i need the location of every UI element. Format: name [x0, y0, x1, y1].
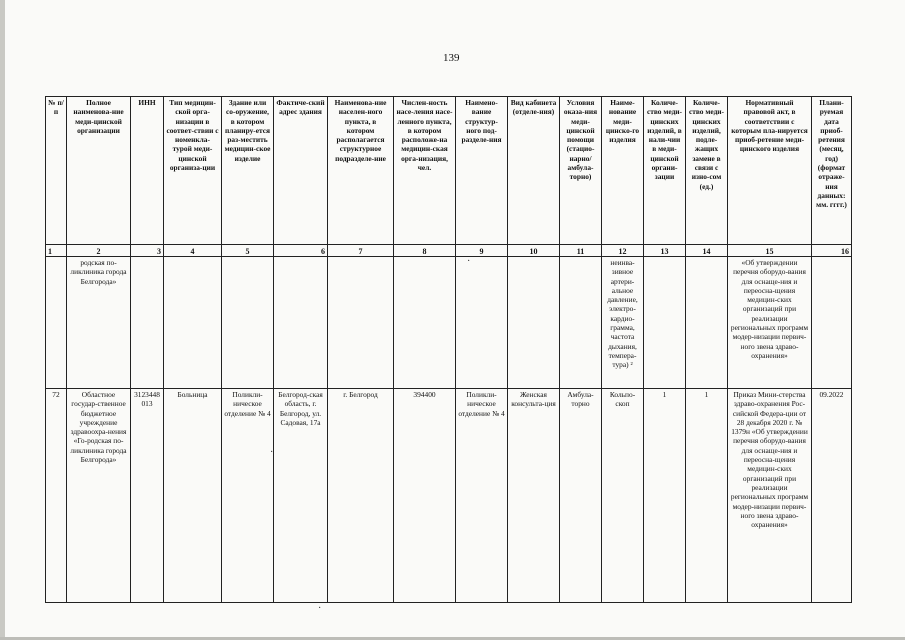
header-cell: № п/п — [46, 97, 67, 245]
column-number: 5 — [222, 245, 274, 257]
header-cell: ИНН — [131, 97, 164, 245]
address-cell: Белгород-ская область, г. Белгород, ул. Садовая, 17а — [274, 389, 328, 603]
header-cell: Вид кабинета (отделе-ния) — [508, 97, 560, 245]
legal-act-cell: «Об утверждении перечня оборудо-вания для оснаще-ния и переосна-щения медицин-ских организаций при реализации региональных программ модер-низации первич-ного звена здраво-охранения» — [728, 257, 812, 389]
scan-speck: · — [467, 256, 471, 267]
date-cell: 09.2022 — [812, 389, 852, 603]
column-number: 12 — [602, 245, 644, 257]
row-number-cell: 72 — [46, 389, 67, 603]
header-cell: Наименова-ние населен-ного пункта, в котором располагается структурное подразделе-ние — [328, 97, 394, 245]
table-cell — [274, 257, 328, 389]
header-cell: Количе-ство меди-цинских изделий, в нали-чии в меди-цинской органи-зации — [644, 97, 686, 245]
header-cell: Наиме-нование меди-цинско-го изделия — [602, 97, 644, 245]
header-cell: Числен-ность насе-ления насе-ленного пункта, в котором расположе-на медицин-ская орга-низация, чел. — [394, 97, 456, 245]
table-cell — [164, 257, 222, 389]
header-cell: Здание или со-оружение, в котором планиру-ется раз-местить медицин-ское изделие — [222, 97, 274, 245]
table-cell — [394, 257, 456, 389]
table-row — [46, 389, 852, 603]
header-cell: Полное наименова-ние меди-цинской организации — [67, 97, 131, 245]
conditions-cell: Амбула-торно — [560, 389, 602, 603]
column-number: 16 — [812, 245, 852, 257]
table-cell — [644, 257, 686, 389]
header-cell: Фактиче-ский адрес здания — [274, 97, 328, 245]
building-cell: Поликли-ническое отделение № 4 — [222, 389, 274, 603]
org-name-cell: родская по-ликлиника города Белгорода» — [67, 257, 131, 389]
device-name-cell: Кольпо-скоп — [602, 389, 644, 603]
column-number: 11 — [560, 245, 602, 257]
table-cell — [46, 257, 67, 389]
column-number: 8 — [394, 245, 456, 257]
column-number: 9 — [456, 245, 508, 257]
column-number: 4 — [164, 245, 222, 257]
column-number: 15 — [728, 245, 812, 257]
table-cell — [222, 257, 274, 389]
table-cell — [686, 257, 728, 389]
page-number: 139 — [443, 52, 460, 64]
column-number: 13 — [644, 245, 686, 257]
population-cell: 394400 — [394, 389, 456, 603]
column-number: 2 — [67, 245, 131, 257]
table-cell — [560, 257, 602, 389]
inn-cell: 3123448013 — [131, 389, 164, 603]
header-cell: Количе-ство меди-цинских изделий, подле-жащих замене в связи с изно-сом (ед.) — [686, 97, 728, 245]
org-name-cell: Областное государ-ственное бюджетное учреждение здравоохра-нения «Го-родская по-ликлиника города Белгорода» — [67, 389, 131, 603]
header-cell: Тип медицин-ской орга-низации в соответ-ствии с номенкла-турой меди-цинской организа-ции — [164, 97, 222, 245]
table-row — [46, 257, 852, 389]
column-number: 14 — [686, 245, 728, 257]
equipment-table — [45, 96, 852, 603]
header-cell: Условия оказа-ния меди-цинской помощи (стацио-нарно/ амбула-торно) — [560, 97, 602, 245]
header-cell: Плани-руемая дата приоб-ретения (месяц, год) (формат отраже-ния данных: мм. гггг.) — [812, 97, 852, 245]
column-number: 1 — [46, 245, 67, 257]
subdivision-cell: Поликли-ническое отделение № 4 — [456, 389, 508, 603]
table-cell — [456, 257, 508, 389]
device-name-cell: неинва-зивное артери-альное давление, электро-кардио-грамма, частота дыхания, темпера-тура) ² — [602, 257, 644, 389]
table-cell — [328, 257, 394, 389]
table-cell — [812, 257, 852, 389]
header-cell: Нормативный правовой акт, в соответствии с которым пла-нируется приоб-ретение меди-цинского изделия — [728, 97, 812, 245]
column-number: 7 — [328, 245, 394, 257]
locality-cell: г. Белгород — [328, 389, 394, 603]
table-cell — [131, 257, 164, 389]
qty-available-cell: 1 — [644, 389, 686, 603]
column-number: 6 — [274, 245, 328, 257]
header-cell: Наимено-вание структур-ного под-разделе-ния — [456, 97, 508, 245]
legal-act-cell: Приказ Мини-стерства здраво-охранения Рос-сийской Федера-ции от 28 декабря 2020 г. № 1379н «Об утверждении перечня оборудо-вания для оснаще-ния и переосна-щения медицин-ских организаций при реализации региональных программ модер-низации первич-ного звена здраво-охранения» — [728, 389, 812, 603]
column-number: 10 — [508, 245, 560, 257]
org-type-cell: Больница — [164, 389, 222, 603]
header-row — [46, 97, 852, 245]
qty-replace-cell: 1 — [686, 389, 728, 603]
column-number: 3 — [131, 245, 164, 257]
column-number-row — [46, 245, 852, 257]
table-cell — [508, 257, 560, 389]
scan-speck: · — [318, 603, 322, 614]
scan-speck: · — [270, 447, 274, 458]
scan-edge-left — [0, 0, 5, 640]
cabinet-cell: Женская консульта-ция — [508, 389, 560, 603]
